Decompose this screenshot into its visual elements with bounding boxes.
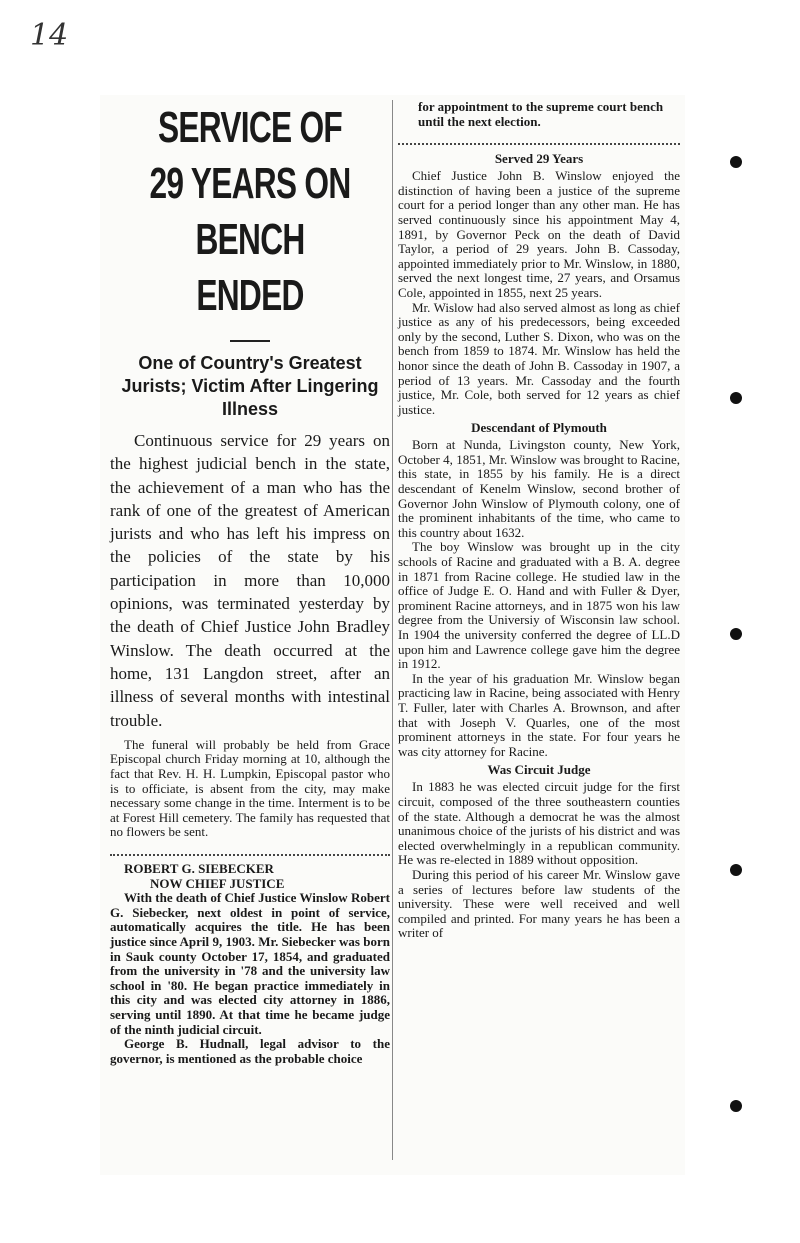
lead-paragraph: Continuous service for 29 years on the highest judicial bench in the state, the achievement of a man who has the rank of one of the greatest of American jurists and who has left his impress on the policies of the state by his participation in more than 10,000 opinions, was terminated yesterday by the death of Chief Justice John Bradley Winslow. The death occurred at the home, 131 Langdon street, after an illness of several months with intestinal trouble. bbox=[110, 431, 390, 730]
punch-hole bbox=[730, 864, 742, 876]
punch-hole bbox=[730, 1100, 742, 1112]
headline-divider bbox=[230, 340, 270, 342]
headline-line-2: 29 YEARS ON bbox=[149, 159, 351, 208]
left-column bbox=[110, 100, 390, 1066]
headline-line-3: BENCH ENDED bbox=[195, 215, 305, 320]
served-paragraph-2: Mr. Wislow had also served almost as long as chief justice as any of his predecessors, being exceeded only by the second, Luther S. Dixon, who was on the bench from 1859 to 1874. Mr. Winslow has held the honor since the death of John B. Cassoday in 1907, a period of 13 years. Mr. Cassoday and the fourth justice, Mr. Cole, both served for 12 years as chief justice. bbox=[398, 299, 680, 417]
plymouth-paragraph-3: In the year of his graduation Mr. Winslow began practicing law in Racine, being associated with Henry T. Fuller, later with Charles A. Brownson, and after that with Joseph V. Quarles, one of the most prominent attorneys in the state. For four years he was city attorney for Racine. bbox=[398, 670, 680, 759]
served-paragraph-1: Chief Justice John B. Winslow enjoyed the distinction of having been a justice of the supreme court for a period longer than any other man. He has served continuously since his appointment May 4, 1891, by Governor Peck on the death of David Taylor, a period of 29 years. John B. Cassoday, appointed immediately prior to Mr. Winslow, in 1880, served the next longest time, 27 years, and Orsamus Cole, appointed in 1855, next 25 years. bbox=[398, 168, 680, 300]
continuation-text: for appointment to the supreme court bench until the next election. bbox=[418, 99, 664, 129]
right-column bbox=[398, 100, 680, 941]
page-number: 14 bbox=[30, 18, 69, 53]
funeral-paragraph: The funeral will probably be held from Grace Episcopal church Friday morning at 10, although the fact that Rev. H. H. Lumpkin, Episcopal pastor who is to officiate, is absent from the city, may make necessary some change in the time. Interment is to be at Forest Hill cemetery. The family has requested that no flowers be sent. bbox=[110, 736, 390, 840]
plymouth-heading: Descendant of Plymouth bbox=[471, 420, 607, 436]
punch-hole bbox=[730, 392, 742, 404]
subheadline: One of Country's Greatest Jurists; Victim After Lingering Illness bbox=[121, 353, 379, 419]
section-divider bbox=[398, 135, 680, 145]
circuit-paragraph-1: In 1883 he was elected circuit judge for the first circuit, composed of the three southeastern counties of the state. Although a democrat he was the almost unanimous choice of the jurists of his district and was elected overwhelmingly in a republican community. He was re-elected in 1889 without opposition. bbox=[398, 779, 680, 868]
circuit-heading: Was Circuit Judge bbox=[487, 762, 591, 778]
column-rule bbox=[392, 100, 393, 1160]
siebecker-head-1: ROBERT G. SIEBECKER bbox=[124, 861, 274, 877]
hudnall-paragraph: George B. Hudnall, legal advisor to the governor, is mentioned as the probable choice bbox=[110, 1036, 390, 1066]
plymouth-paragraph-1: Born at Nunda, Livingston county, New York, October 4, 1851, Mr. Winslow was brought to Racine, this state, in 1855 by his family. He is a direct descendant of Kenelm Winslow, second brother of Governor John Winslow of Plymouth colony, one of the prominent inhabitants of the time, who came to this country about 1632. bbox=[398, 437, 680, 540]
circuit-paragraph-2: During this period of his career Mr. Winslow gave a series of lectures before law students of the university. These were well received and well compiled and printed. For many years he has been a writer of bbox=[398, 866, 680, 941]
siebecker-head-2: NOW CHIEF JUSTICE bbox=[150, 875, 285, 891]
headline bbox=[149, 100, 351, 324]
plymouth-paragraph-2: The boy Winslow was brought up in the city schools of Racine and graduated with a B. A. degree in 1871 from Racine college. He studied law in the office of Judge E. O. Hand and with Fuller & Dyer, prominent Racine attorneys, and in 1875 won his law degree from the Universiy of Wisconsin law school. In 1904 the university conferred the degree of LL.D upon him and Lawrence college gave him the degree in 1912. bbox=[398, 539, 680, 672]
siebecker-paragraph: With the death of Chief Justice Winslow Robert G. Siebecker, next oldest in point of service, automatically acquires the title. He has been justice since April 9, 1903. Mr. Siebecker was born in Sauk county October 17, 1854, and graduated from the university in '78 and the university law school in '80. He began practice immediately in this city and was elected city attorney in 1886, serving until 1890. At that time he became judge of the ninth judicial circuit. bbox=[110, 890, 390, 1037]
punch-hole bbox=[730, 156, 742, 168]
headline-line-1: SERVICE OF bbox=[157, 103, 343, 152]
served-heading: Served 29 Years bbox=[494, 151, 584, 167]
punch-hole bbox=[730, 628, 742, 640]
section-divider bbox=[110, 846, 390, 856]
